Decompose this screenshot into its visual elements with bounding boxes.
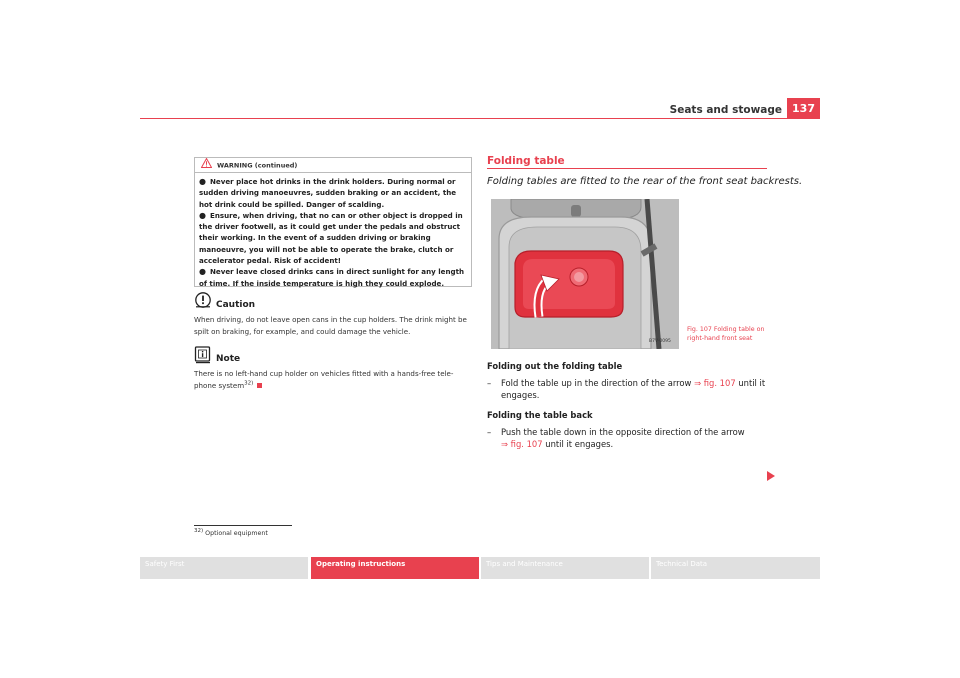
figure-code: B7V-0095 bbox=[649, 339, 671, 344]
warning-header bbox=[195, 158, 471, 173]
section-title: Folding table bbox=[487, 155, 565, 167]
tab-operating-instructions[interactable]: Operating instructions bbox=[311, 557, 479, 579]
warning-item: ● Never leave closed drinks cans in direct sunlight for any length of time. If the inside temperature is high they could explode. bbox=[199, 267, 465, 288]
bullet-icon: ● bbox=[199, 210, 206, 220]
folding-table-figure bbox=[491, 199, 679, 349]
page-header-title: Seats and stowage bbox=[669, 104, 782, 116]
page-number: 137 bbox=[787, 98, 820, 118]
warning-heading: WARNING (continued) bbox=[217, 161, 298, 170]
bullet-icon: ● bbox=[199, 177, 206, 186]
figure-reference-link[interactable]: ⇒ fig. 107 bbox=[694, 378, 736, 388]
unfold-heading: Folding out the folding table bbox=[487, 361, 623, 371]
unfold-step: – Fold the table up in the direction of the arrow ⇒ fig. 107 until it engages. bbox=[487, 378, 766, 401]
section-intro: Folding tables are fitted to the rear of the front seat backrests. bbox=[487, 176, 803, 187]
fold-heading: Folding the table back bbox=[487, 410, 593, 420]
fold-step: – Push the table down in the opposite direction of the arrow ⇒ fig. 107 until it engages. bbox=[487, 427, 745, 450]
note-icon bbox=[194, 346, 212, 368]
end-of-section-icon bbox=[257, 383, 262, 388]
warning-item: ● Ensure, when driving, that no can or other object is dropped in the driver footwell, as it could get under the pedals and obstruct their working. In the event of a sudden driving or braking manoeuvre, you will not be able to operate the brake, clutch or accelerator pedal. Risk of accident! bbox=[199, 210, 463, 266]
footnote: 32) Optional equipment bbox=[194, 527, 268, 537]
figure-caption: Fig. 107 Folding table on right-hand front seat bbox=[687, 326, 765, 342]
caution-text: When driving, do not leave open cans in the cup holders. The drink might be spilt on braking, for example, and could damage the vehicle. bbox=[194, 315, 467, 336]
footnote-divider bbox=[194, 525, 292, 526]
warning-triangle-icon bbox=[201, 158, 212, 173]
note-title: Note bbox=[216, 354, 241, 364]
figure-reference-link[interactable]: ⇒ fig. 107 bbox=[501, 439, 543, 450]
header-divider bbox=[140, 118, 820, 119]
tab-technical-data[interactable]: Technical Data bbox=[651, 557, 820, 579]
bullet-icon: ● bbox=[199, 267, 206, 277]
caution-title: Caution bbox=[216, 300, 256, 310]
caution-icon bbox=[194, 292, 212, 312]
section-divider bbox=[487, 168, 767, 169]
tab-tips-and-maintenance[interactable]: Tips and Maintenance bbox=[481, 557, 649, 579]
note-text: There is no left-hand cup holder on vehicles fitted with a hands-free tele- phone system$^{32)}$ bbox=[194, 369, 454, 390]
warning-box bbox=[194, 157, 472, 287]
continue-arrow-icon bbox=[767, 466, 775, 485]
warning-item: ● Never place hot drinks in the drink holders. During normal or sudden driving manoeuvres, sudden braking or an accident, the hot drink could be spilled. Danger of scalding. bbox=[199, 177, 457, 209]
footnote-reference[interactable]: 32) bbox=[244, 380, 254, 387]
tab-safety-first[interactable]: Safety First bbox=[140, 557, 308, 579]
seat-illustration bbox=[491, 199, 679, 349]
